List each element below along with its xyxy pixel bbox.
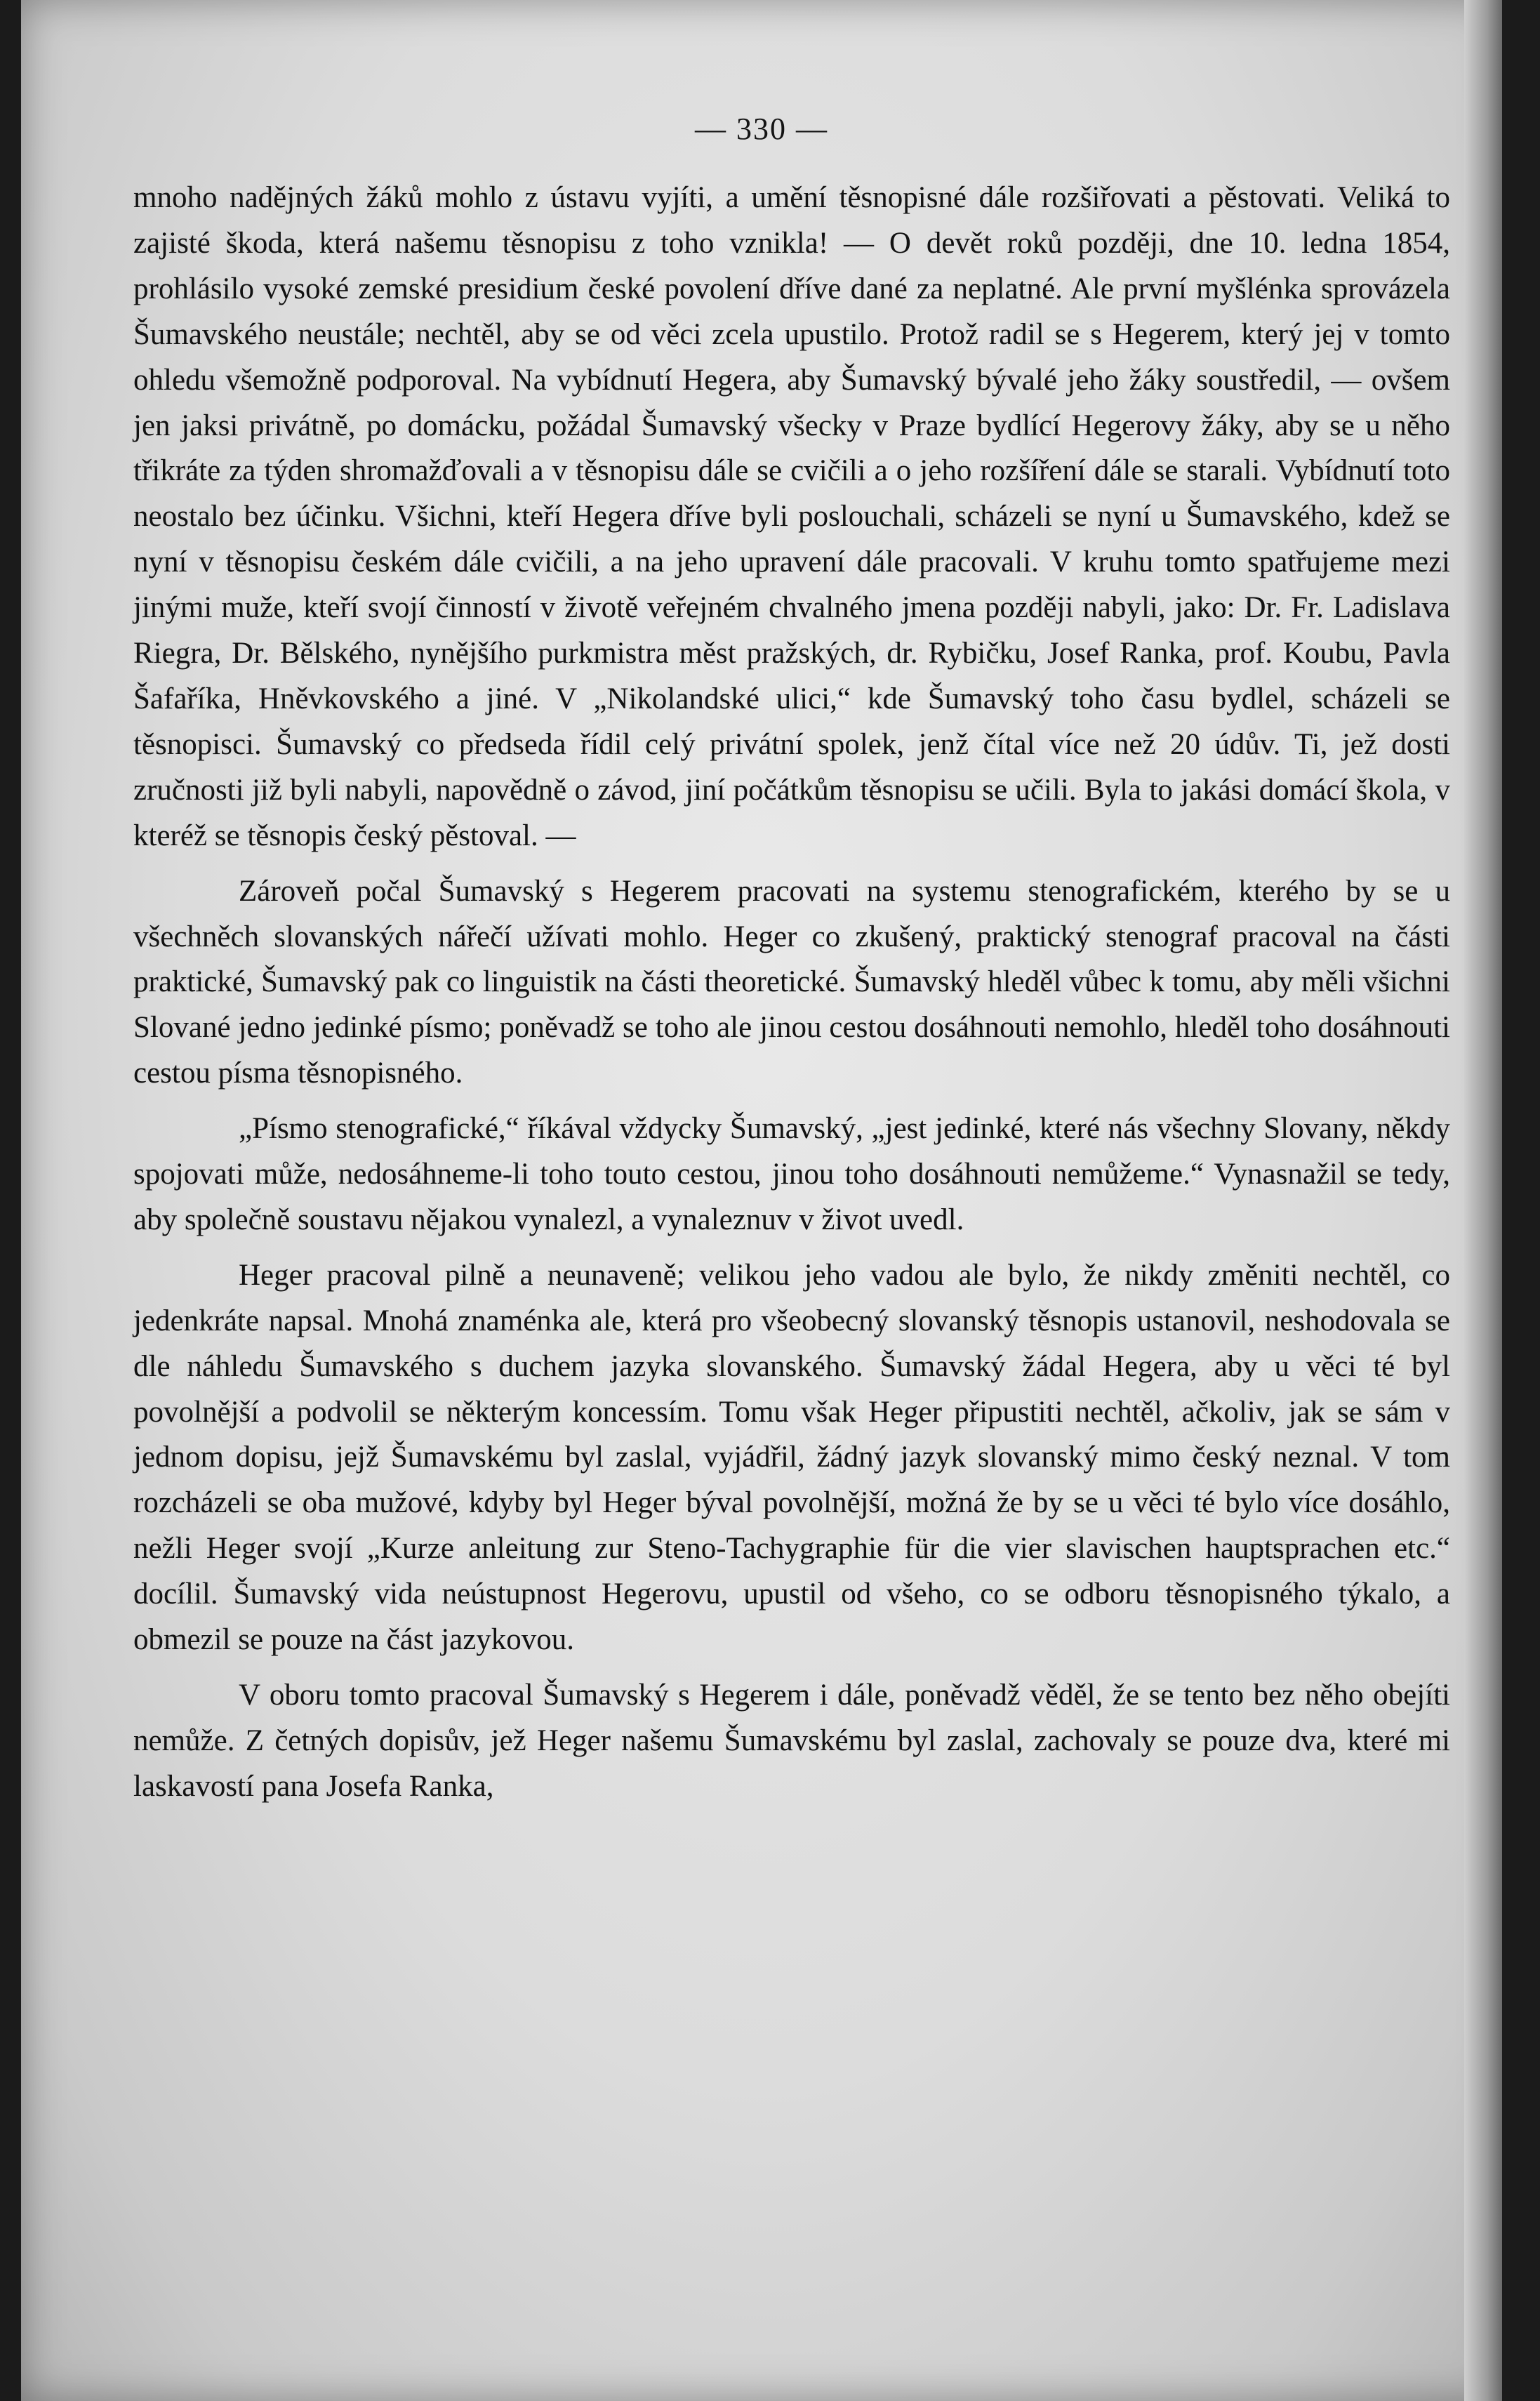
paragraph-4: Heger pracoval pilně a neunaveně; velikou jeho vadou ale bylo, že nikdy změniti nechtěl, co jedenkráte napsal. Mnohá znaménka ale, která pro všeobecný slovanský těsnopis ustanovil, neshodovala se dle náhledu Šumavského s duchem jazyka slovanského. Šumavský žádal Hegera, aby u věci té byl povolnější a podvolil se některým koncessím. Tomu však Heger připustiti nechtěl, ačkoliv, jak se sám v jednom dopisu, jejž Šumavskému byl zaslal, vyjádřil, žádný jazyk slovanský mimo český neznal. V tom rozcházeli se oba mužové, kdyby byl Heger býval povolnější, možná že by se u věci té bylo více dosáhlo, nežli Heger svojí „Kurze anleitung zur Steno-Tachygraphie für die vier slavischen hauptsprachen etc.“ docílil. Šumavský vida neústupnost Hegerovu, upustil od všeho, co se odboru těsnopisného týkalo, a obmezil se pouze na část jazykovou. (133, 1258, 1450, 1657)
paragraph-3: „Písmo stenografické,“ říkával vždycky Šumavský, „jest jedinké, které nás všechny Slovany, někdy spojovati může, nedosáhneme-li toho touto cestou, jinou toho dosáhnouti nemůžeme.“ Vynasnažil se tedy, aby společně soustavu nějakou vynalezl, a vynaleznuv v život uvedl. (133, 1112, 1450, 1236)
page-edge-shadow (1464, 0, 1502, 2401)
paragraph-2: Zároveň počal Šumavský s Hegerem pracovati na systemu stenografickém, kterého by se u všechněch slovanských nářečí užívati mohlo. Heger co zkušený, praktický stenograf pracoval na části praktické, Šumavský pak co linguistik na části theoretické. Šumavský hleděl vůbec k tomu, aby měli všichni Slované jedno jedinké písmo; poněvadž se toho ale jinou cestou dosáhnouti nemohlo, hleděl toho dosáhnouti cestou písma těsnopisného. (133, 874, 1450, 1090)
page-number: — 330 — (695, 112, 828, 146)
paragraph-5: V oboru tomto pracoval Šumavský s Hegerem i dále, poněvadž věděl, že se tento bez něho obejíti nemůže. Z četných dopisův, jež Heger našemu Šumavskému byl zaslal, zachovaly se pouze dva, které mi laskavostí pana Josefa Ranka, (133, 1679, 1450, 1803)
paragraph-1: mnoho nadějných žáků mohlo z ústavu vyjíti, a umění těsnopisné dále rozšiřovati a pěstovati. Veliká to zajisté škoda, která našemu těsnopisu z toho vznikla! — O devět roků později, dne 10. ledna 1854, prohlásilo vysoké zemské presidium české povolení dříve dané za neplatné. Ale první myšlénka sprovázela Šumavského neustále; nechtěl, aby se od věci zcela upustilo. Protož radil se s Hegerem, který jej v tomto ohledu všemožně podporoval. Na vybídnutí Hegera, aby Šumavský bývalé jeho žáky soustředil, — ovšem jen jaksi privátně, po domácku, požádal Šumavský všecky v Praze bydlící Hegerovy žáky, aby se u něho třikráte za týden shromažďovali a v těsnopisu dále se cvičili a o jeho rozšíření dále se starali. Vybídnutí toto neostalo bez účinku. Všichni, kteří Hegera dříve byli poslouchali, scházeli se nyní u Šumavského, kdež se nyní v těsnopisu českém dále cvičili, a na jeho upravení dále pracovali. V kruhu tomto spatřujeme mezi jinými muže, kteří svojí činností v životě veřejném chvalného jmena později nabyli, jako: Dr. Fr. Ladislava Riegra, Dr. Bělského, nynějšího purkmistra měst pražských, dr. Rybičku, Josef Ranka, prof. Koubu, Pavla Šafaříka, Hněvkovského a jiné. V „Nikolandské ulici,“ kde Šumavský toho času bydlel, scházeli se těsnopisci. Šumavský co předseda řídil celý privátní spolek, jenž čítal více než 20 údův. Ti, jež dosti zručnosti již byli nabyli, napovědně o závod, jiní počátkům těsnopisu se učili. Byla to jakási domácí škola, v kteréž se těsnopis český pěstoval. — (133, 181, 1450, 852)
body-text (133, 176, 1450, 1810)
book-page (21, 0, 1502, 2401)
